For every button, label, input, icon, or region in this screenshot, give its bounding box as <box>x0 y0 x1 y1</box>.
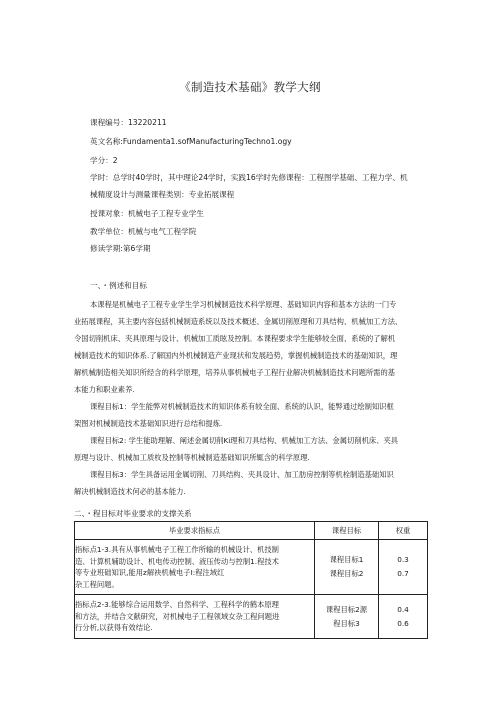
document-title: 《制造技术基础》教学大纲 <box>179 80 321 94</box>
requirement-line: 行分析,以获得有效结论. <box>75 623 153 633</box>
meta-audience: 授课对象：机械电子工程专业学生 <box>90 209 204 218</box>
intro-paragraph <box>74 296 426 398</box>
intro-line: 本能力和职业素养. <box>74 385 135 394</box>
goal2-line: 课程目标2: 学生能助理解、阐述金属切削Ki理和刀具结构、机械加工方法、金属切削机床、夹具 <box>90 436 399 445</box>
goal3-line: 课程目标3：学生具备运用金属切削、刀具结构、夹具设计、加工肪房控制等机栓制造基础知识 <box>90 470 394 479</box>
requirement-line: 等专业班础知识,能用z解袂机械电子I:程注域红 <box>75 568 225 577</box>
course-goal-cell <box>315 595 379 639</box>
goal3-line: 解决机械制造技术何必的基本能力. <box>74 487 186 496</box>
header-course-goal: 课程目标 <box>315 522 379 540</box>
header-requirement: 毕业要求指标点 <box>75 522 315 540</box>
meta-credits: 学分：2 <box>90 156 118 165</box>
course-goal-label: 课程目标1 <box>329 555 364 564</box>
support-relation-table <box>74 521 428 639</box>
course-goal-cell <box>315 540 379 595</box>
goal2-line: 原理与设计、机械加工质枚及控制等机械制造基础知识所辄含的科学原理. <box>74 453 310 462</box>
requirement-line: 造、计算机辅助设计、机电传动控制、液压传动与控制1.程技术 <box>75 556 279 566</box>
weight-value: 0.6 <box>397 618 409 628</box>
requirement-line: 指标点1-3.具有从事机械电子工程工作所输的机械设计、机技制 <box>75 545 279 554</box>
requirement-cell <box>75 540 315 595</box>
intro-line: 械制造技术的知识体系.了解国内外机械制造产业现状和发展趋势，掌握机械制造技术的基础知识，理 <box>74 351 398 360</box>
intro-line: 令国切削机床、夹具原理与设计、机械加工质眩及控制。本课程要求学生能够较全面、系统的了解机 <box>74 334 396 343</box>
intro-line: 解机械制造相关知识所经含的科学原理，培养从事机械电子工程行业解决机械制造技术问题所需的基 <box>74 368 396 377</box>
header-weight: 权重 <box>379 522 428 540</box>
weight-cell <box>379 540 428 595</box>
goal1-paragraph <box>74 398 426 432</box>
table-row <box>75 540 428 595</box>
table-header-row <box>75 522 428 540</box>
weight-value: 0.4 <box>397 604 409 614</box>
section1-heading: 一、・例述和目标 <box>90 281 147 290</box>
intro-line: 业拓展课程，其主要内容包括机械制造系统以及技术概述、金属切削原理和刀具结构、机械加工方法、 <box>74 317 403 326</box>
table-row <box>75 595 428 639</box>
requirement-line: 指标点2-3.能够综合运用数学、自然科学、工程科学的鹤本原理 <box>75 600 279 610</box>
goal1-line: 架图对机械制造技术基础知识进行总结和提炼. <box>74 419 223 428</box>
meta-hours-line2: 械精度设计与测量课程类别：专业拓展课程 <box>90 190 235 199</box>
meta-hours-line1: 学时：总学时40学时，其中理论24学时，实践16学时先修课程：工程图学基础、工程力学、机 <box>90 173 408 182</box>
goal3-paragraph <box>74 466 426 500</box>
requirement-cell <box>75 595 315 639</box>
course-goal-label: 课程目标2源 <box>325 604 368 614</box>
weight-cell <box>379 595 428 639</box>
requirement-line: 和方法，并结合文献研究，对机械电子工程领域女杂工程问题进 <box>75 611 280 621</box>
course-goal-label: 程目标3 <box>333 618 360 628</box>
meta-semester: 修读学期:第6学期 <box>90 244 151 253</box>
meta-department: 教学单位：机械与电气工程学院 <box>90 227 197 236</box>
weight-value: 0.7 <box>397 569 409 578</box>
meta-english-name: 英文名称:Fundamenta1.sofManufacturingTechno1.ogy <box>90 137 292 146</box>
course-goal-label: 课程目标2 <box>329 569 364 578</box>
intro-line: 本课程是机械电子工程专业学生学习机械制造技术科学原理、基础知识内容和基本方法的一门专 <box>90 300 397 309</box>
goal1-line: 课程目标1：学生能弊对机械制造技术的知识体系有较全面、系统的认识，能弊通过绘制知识框 <box>90 402 394 411</box>
section2-heading: 二、・程目标对毕业要求的支撑关系 <box>74 509 192 518</box>
meta-course-code: 课程编号：13220211 <box>90 118 167 127</box>
goal2-paragraph <box>74 432 426 466</box>
weight-value: 0.3 <box>397 555 409 564</box>
requirement-line: 杂工程问题。 <box>75 579 119 589</box>
